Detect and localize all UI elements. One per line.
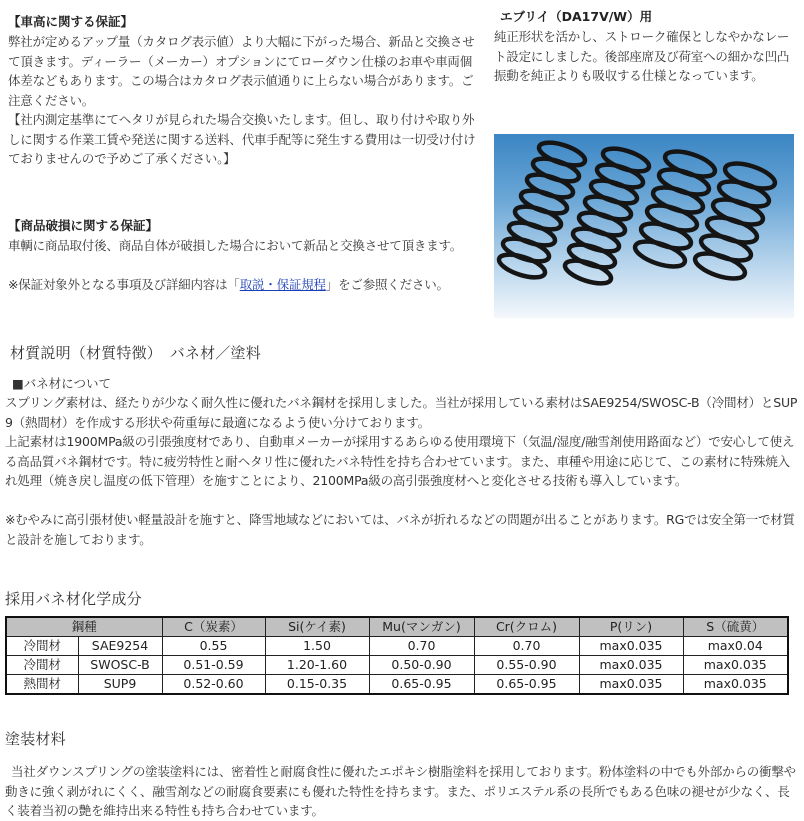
cell-silicon: 1.50: [265, 637, 369, 656]
cell-phosphorus: max0.035: [579, 656, 683, 675]
material-para-3: ※むやみに高引張材使い軽量設計を施すと、降雪地域などにおいては、バネが折れるなどの問題が出ることがあります。RGでは安全第一で材質と設計を施しております。: [5, 512, 795, 547]
material-para-1: スプリング素材は、経たりが少なく耐久性に優れたバネ鋼材を採用しました。当社が採用している素材はSAE9254/SWOSC-B（冷間材）とSUP9（熱間材）を作成する形状や荷重毎に最適になるよう使い分けております。: [5, 395, 798, 430]
chemistry-heading: 採用バネ材化学成分: [5, 590, 142, 608]
warranty-height-body: 弊社が定めるアップ量（カタログ表示値）より大幅に下がった場合、新品と交換させて頂きます。ディーラー（メーカー）オプションにてローダウン仕様のお車や車両個体差などもあります。この場合はカタログ表示値通りに上らない場合があります。ご注意ください。: [8, 34, 475, 108]
cell-silicon: 1.20-1.60: [265, 656, 369, 675]
table-header-row: [6, 617, 788, 637]
cell-phosphorus: max0.035: [579, 637, 683, 656]
cell-type: 熱間材: [6, 675, 78, 695]
header-sulfur: S（硫黄）: [683, 617, 788, 637]
cell-manganese: 0.50-0.90: [369, 656, 474, 675]
table-row: [6, 675, 788, 695]
material-para-2: 上記素材は1900MPa級の引張強度材であり、自動車メーカーが採用するあらゆる使用環境下（気温/湿度/融雪剤使用路面など）で安心して使える高品質バネ鋼材です。特に疲労特性と耐ヘタリ性に優れたバネ特性を持ち合わせています。また、車種や用途に応じて、この素材に特殊焼入れ処理（焼き戻し温度の低下管理）を施すことにより、2100MPa級の高引張強度材へと変化させる技術も導入しています。: [5, 434, 795, 489]
header-silicon: Si(ケイ素): [265, 617, 369, 637]
cell-type: 冷間材: [6, 637, 78, 656]
spring-material-subheading: ■バネ材について: [12, 376, 112, 391]
product-description: 純正形状を活かし、ストローク確保としなやかなレート設定にしました。後部座席及び荷室への細かな凹凸振動を純正よりも吸収する仕様となっています。: [494, 29, 790, 84]
cell-grade: SUP9: [78, 675, 162, 695]
cell-sulfur: max0.04: [683, 637, 788, 656]
warranty-height-title: 【車高に関する保証】: [8, 14, 134, 29]
cell-manganese: 0.65-0.95: [369, 675, 474, 695]
warranty-damage-body: 車輌に商品取付後、商品自体が破損した場合において新品と交換させて頂きます。: [8, 238, 463, 253]
coil-springs-image: [494, 134, 794, 318]
warranty-height-note: 【社内測定基準にてヘタリが見られた場合交換いたします。但し、取り付けや取り外しに関する作業工賃や発送に関する送料、代車手配等に発生する費用は一切受け付けておりませんので予めご了承ください。】: [8, 112, 476, 167]
material-heading: 材質説明（材質特徴） バネ材／塗料: [10, 344, 261, 362]
cell-carbon: 0.55: [162, 637, 265, 656]
note-suffix: 」をご参照ください。: [325, 277, 449, 292]
spring-coils-icon: [494, 134, 794, 318]
header-manganese: Mu(マンガン): [369, 617, 474, 637]
note-prefix: ※保証対象外となる事項及び詳細内容は「: [8, 277, 240, 292]
cell-chromium: 0.70: [474, 637, 579, 656]
cell-carbon: 0.52-0.60: [162, 675, 265, 695]
warranty-damage-note: [8, 275, 488, 295]
cell-silicon: 0.15-0.35: [265, 675, 369, 695]
warranty-damage-title: 【商品破損に関する保証】: [8, 218, 159, 233]
cell-chromium: 0.65-0.95: [474, 675, 579, 695]
cell-sulfur: max0.035: [683, 656, 788, 675]
table-row: [6, 656, 788, 675]
header-steel-grade: 鋼種: [6, 617, 162, 637]
header-carbon: C（炭素）: [162, 617, 265, 637]
cell-grade: SWOSC-B: [78, 656, 162, 675]
header-chromium: Cr(クロム): [474, 617, 579, 637]
cell-grade: SAE9254: [78, 637, 162, 656]
warranty-terms-link[interactable]: 取説・保証規程: [239, 277, 326, 292]
product-title: エブリイ（DA17V/W）用: [500, 9, 653, 24]
cell-type: 冷間材: [6, 656, 78, 675]
cell-carbon: 0.51-0.59: [162, 656, 265, 675]
cell-chromium: 0.55-0.90: [474, 656, 579, 675]
header-phosphorus: P(リン): [579, 617, 683, 637]
cell-sulfur: max0.035: [683, 675, 788, 695]
coating-heading: 塗装材料: [5, 730, 66, 748]
chemistry-table: [5, 616, 789, 695]
coating-body: 当社ダウンスプリングの塗装塗料には、密着性と耐腐食性に優れたエポキシ樹脂塗料を採用しております。粉体塗料の中でも外部からの衝撃や動きに強く剥がれにくく、融雪剤などの耐腐食要素にも優れた特性を持ちます。また、ポリエステル系の長所でもある色味の褪せが少なく、長く装着当初の艶を維持出来る特性も持ち合わせています。: [5, 764, 796, 819]
cell-manganese: 0.70: [369, 637, 474, 656]
table-row: [6, 637, 788, 656]
cell-phosphorus: max0.035: [579, 675, 683, 695]
